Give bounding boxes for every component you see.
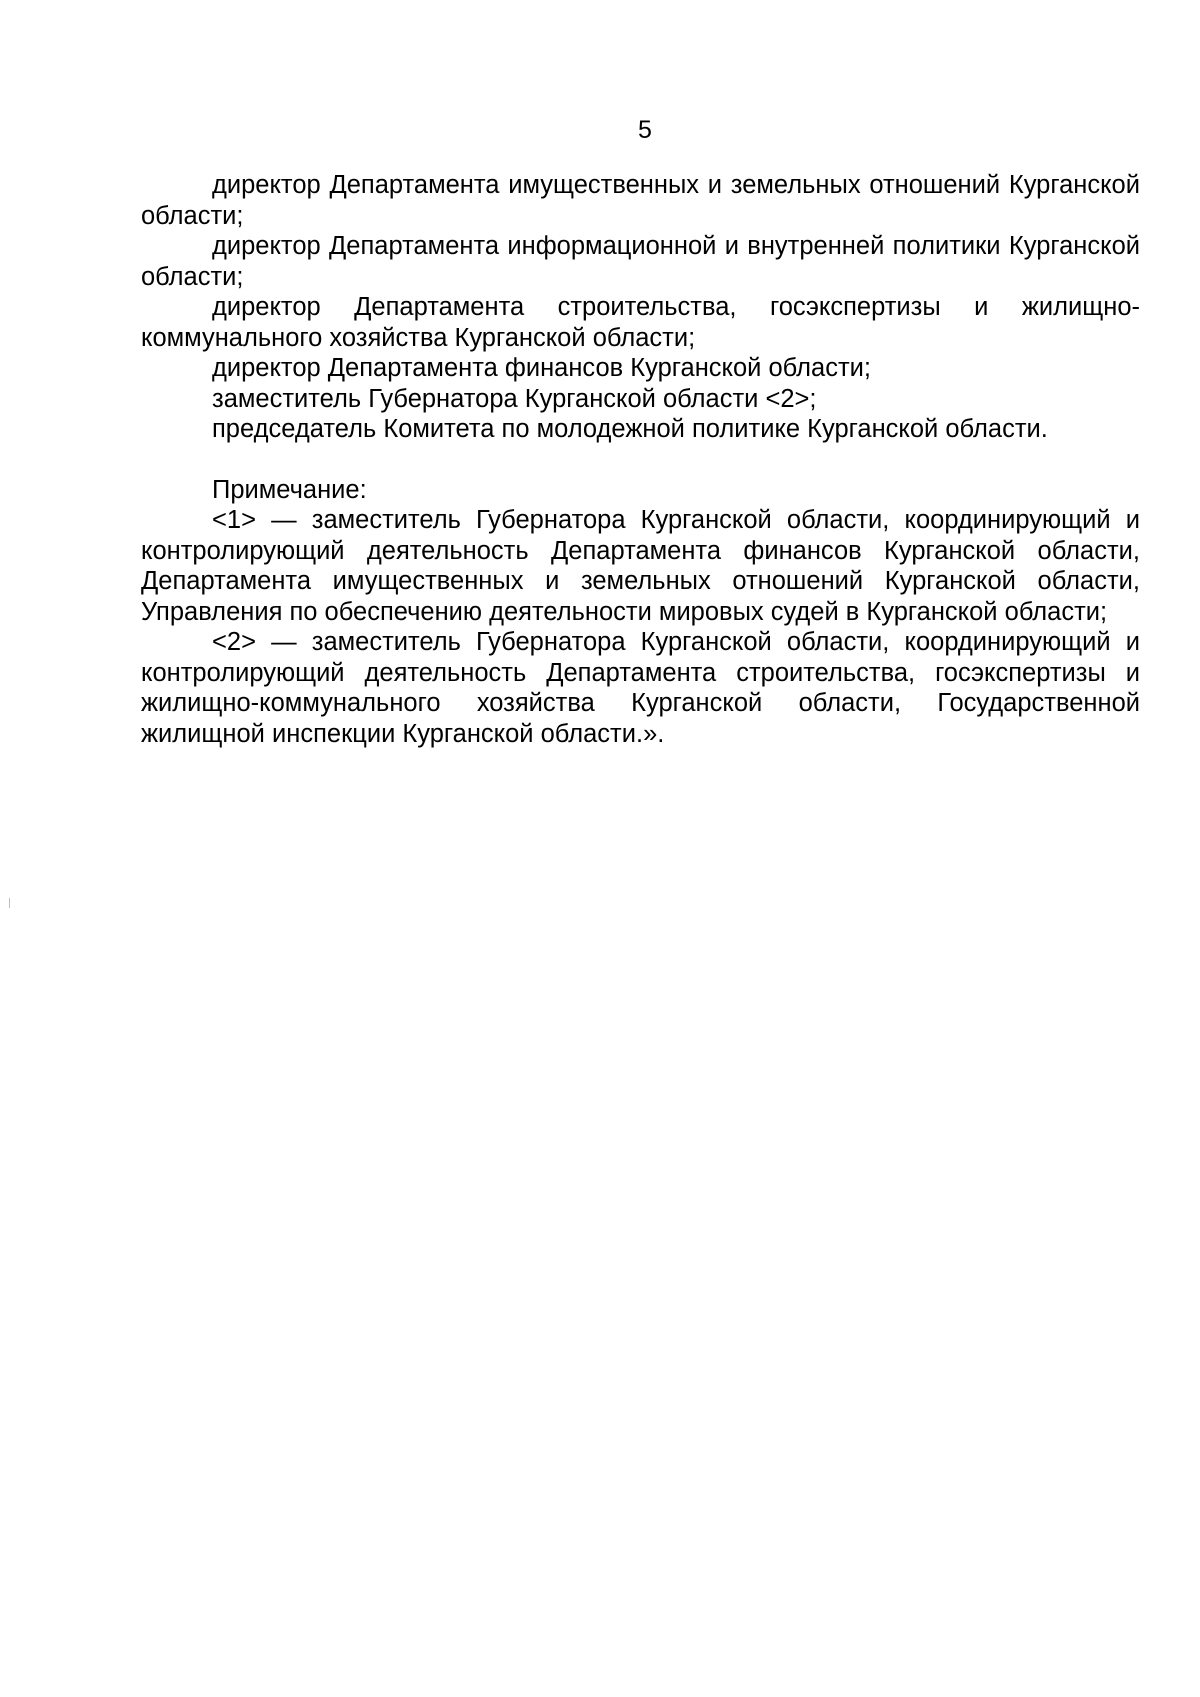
list-item: председатель Комитета по молодежной политике Курганской области. [212, 415, 1048, 443]
document-body [141, 170, 1140, 749]
note-item: <2> — заместитель Губернатора Курганской области, координирующий и контролирующий деятельность Департамента строительства, госэкспертизы и жилищно-коммунального хозяйства Курганской области, Государственной жилищной инспекции Курганской области.». [141, 628, 1140, 748]
paragraph-spacer [141, 445, 1140, 475]
list-item: директор Департамента строительства, госэкспертизы и жилищно-коммунального хозяйства Курганской области; [141, 293, 1140, 352]
list-item: директор Департамента финансов Курганской области; [212, 354, 871, 382]
list-item: директор Департамента имущественных и земельных отношений Курганской области; [141, 171, 1140, 230]
page-number: 5 [638, 116, 652, 144]
note-item: <1> — заместитель Губернатора Курганской области, координирующий и контролирующий деятельность Департамента финансов Курганской области, Департамента имущественных и земельных отношений Курганской области, Управления по обеспечению деятельности мировых судей в Курганской области; [141, 506, 1140, 626]
list-item: директор Департамента информационной и внутренней политики Курганской области; [141, 232, 1140, 291]
note-heading: Примечание: [212, 475, 367, 504]
scan-artifact [9, 898, 10, 908]
list-item: заместитель Губернатора Курганской области <2>; [212, 384, 817, 413]
